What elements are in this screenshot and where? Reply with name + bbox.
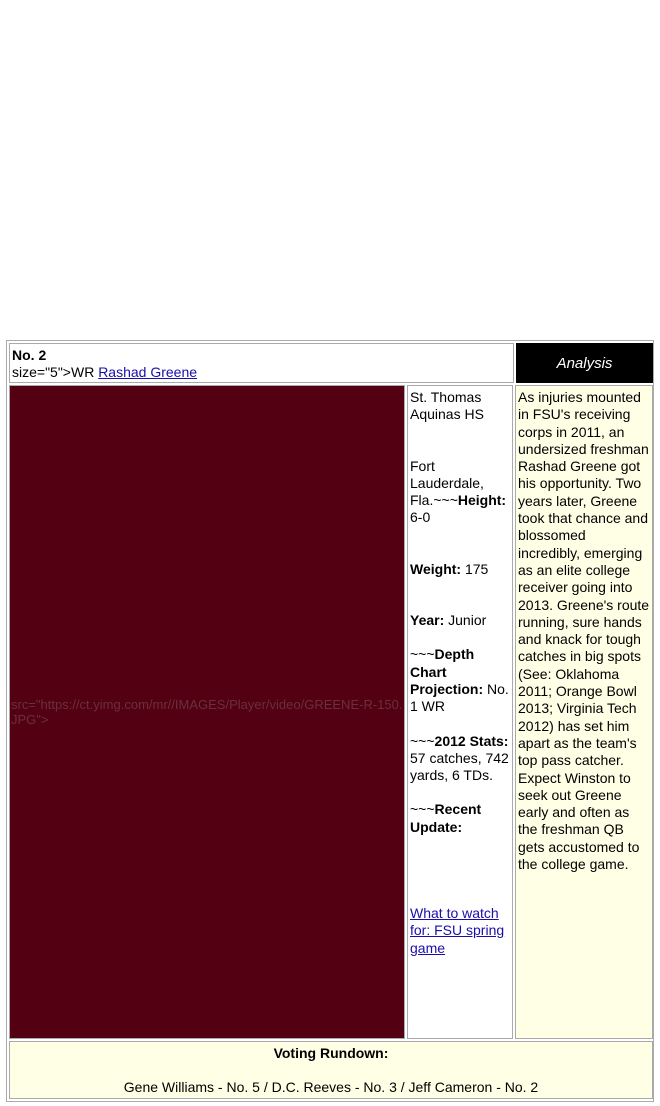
depth-value: No. 1 WR [410, 680, 509, 715]
height-label: Height: [457, 492, 507, 509]
player-card [6, 340, 654, 1102]
stats-prefix: ~~~ [410, 732, 435, 749]
depth-label: Depth Chart Projection: [410, 646, 484, 697]
update-label: Recent Update: [410, 801, 482, 835]
player-name-link[interactable]: Rashad Greene [98, 364, 198, 380]
analysis-text: As injuries mounted in FSU's receiving corps in 2011, an undersized freshman Rashad Greene got his opportunity. Two years later, Greene took that chance and blossomed incredibly, emerging as an elite college receiver going into 2013. Greene's route running, sure hands and knack for tough catches in big spots (See: Oklahoma 2011; Orange Bowl 2013; Virginia Tech 2012) has set him apart as the team's top pass catcher. Expect Winston to seek out Greene early and often as the freshman QB gets accustomed to the college game. [515, 385, 653, 1039]
player-header [9, 343, 514, 383]
weight-value: 175 [461, 560, 489, 577]
stats [410, 733, 510, 785]
weight [410, 561, 510, 578]
school: St. Thomas Aquinas HS [410, 389, 484, 423]
rank-label: No. 2 [12, 347, 47, 363]
weight-label: Weight: [410, 560, 462, 577]
stats-label: 2012 Stats: [434, 732, 509, 749]
recent-update [410, 801, 510, 836]
hometown: Fort Lauderdale, Fla.~~~ [410, 457, 484, 509]
photo-src-text: src="https://ct.yimg.com/mr//IMAGES/Player/video/GREENE-R-150.JPG"> [11, 697, 403, 727]
update-prefix: ~~~ [410, 801, 435, 818]
stats-value: 57 catches, 742 yards, 6 TDs. [410, 749, 509, 784]
hometown-height [410, 458, 510, 527]
player-photo [9, 385, 405, 1039]
position-prefix: size="5">WR [12, 364, 99, 380]
voting-results: Gene Williams - No. 5 / D.C. Reeves - No. 3 / Jeff Cameron - No. 2 [123, 1079, 539, 1095]
voting-title: Voting Rundown: [273, 1045, 389, 1061]
voting-rundown [9, 1041, 653, 1099]
depth-prefix: ~~~ [410, 646, 435, 663]
update-link-wrap [410, 905, 510, 957]
year-value: Junior [444, 612, 487, 629]
year [410, 612, 510, 629]
height-value: 6-0 [410, 509, 431, 526]
spring-game-link[interactable]: What to watch for: FSU spring game [410, 905, 505, 956]
analysis-heading: Analysis [516, 343, 653, 383]
year-label: Year: [410, 612, 445, 629]
depth-chart [410, 646, 510, 715]
player-info [407, 385, 513, 1039]
